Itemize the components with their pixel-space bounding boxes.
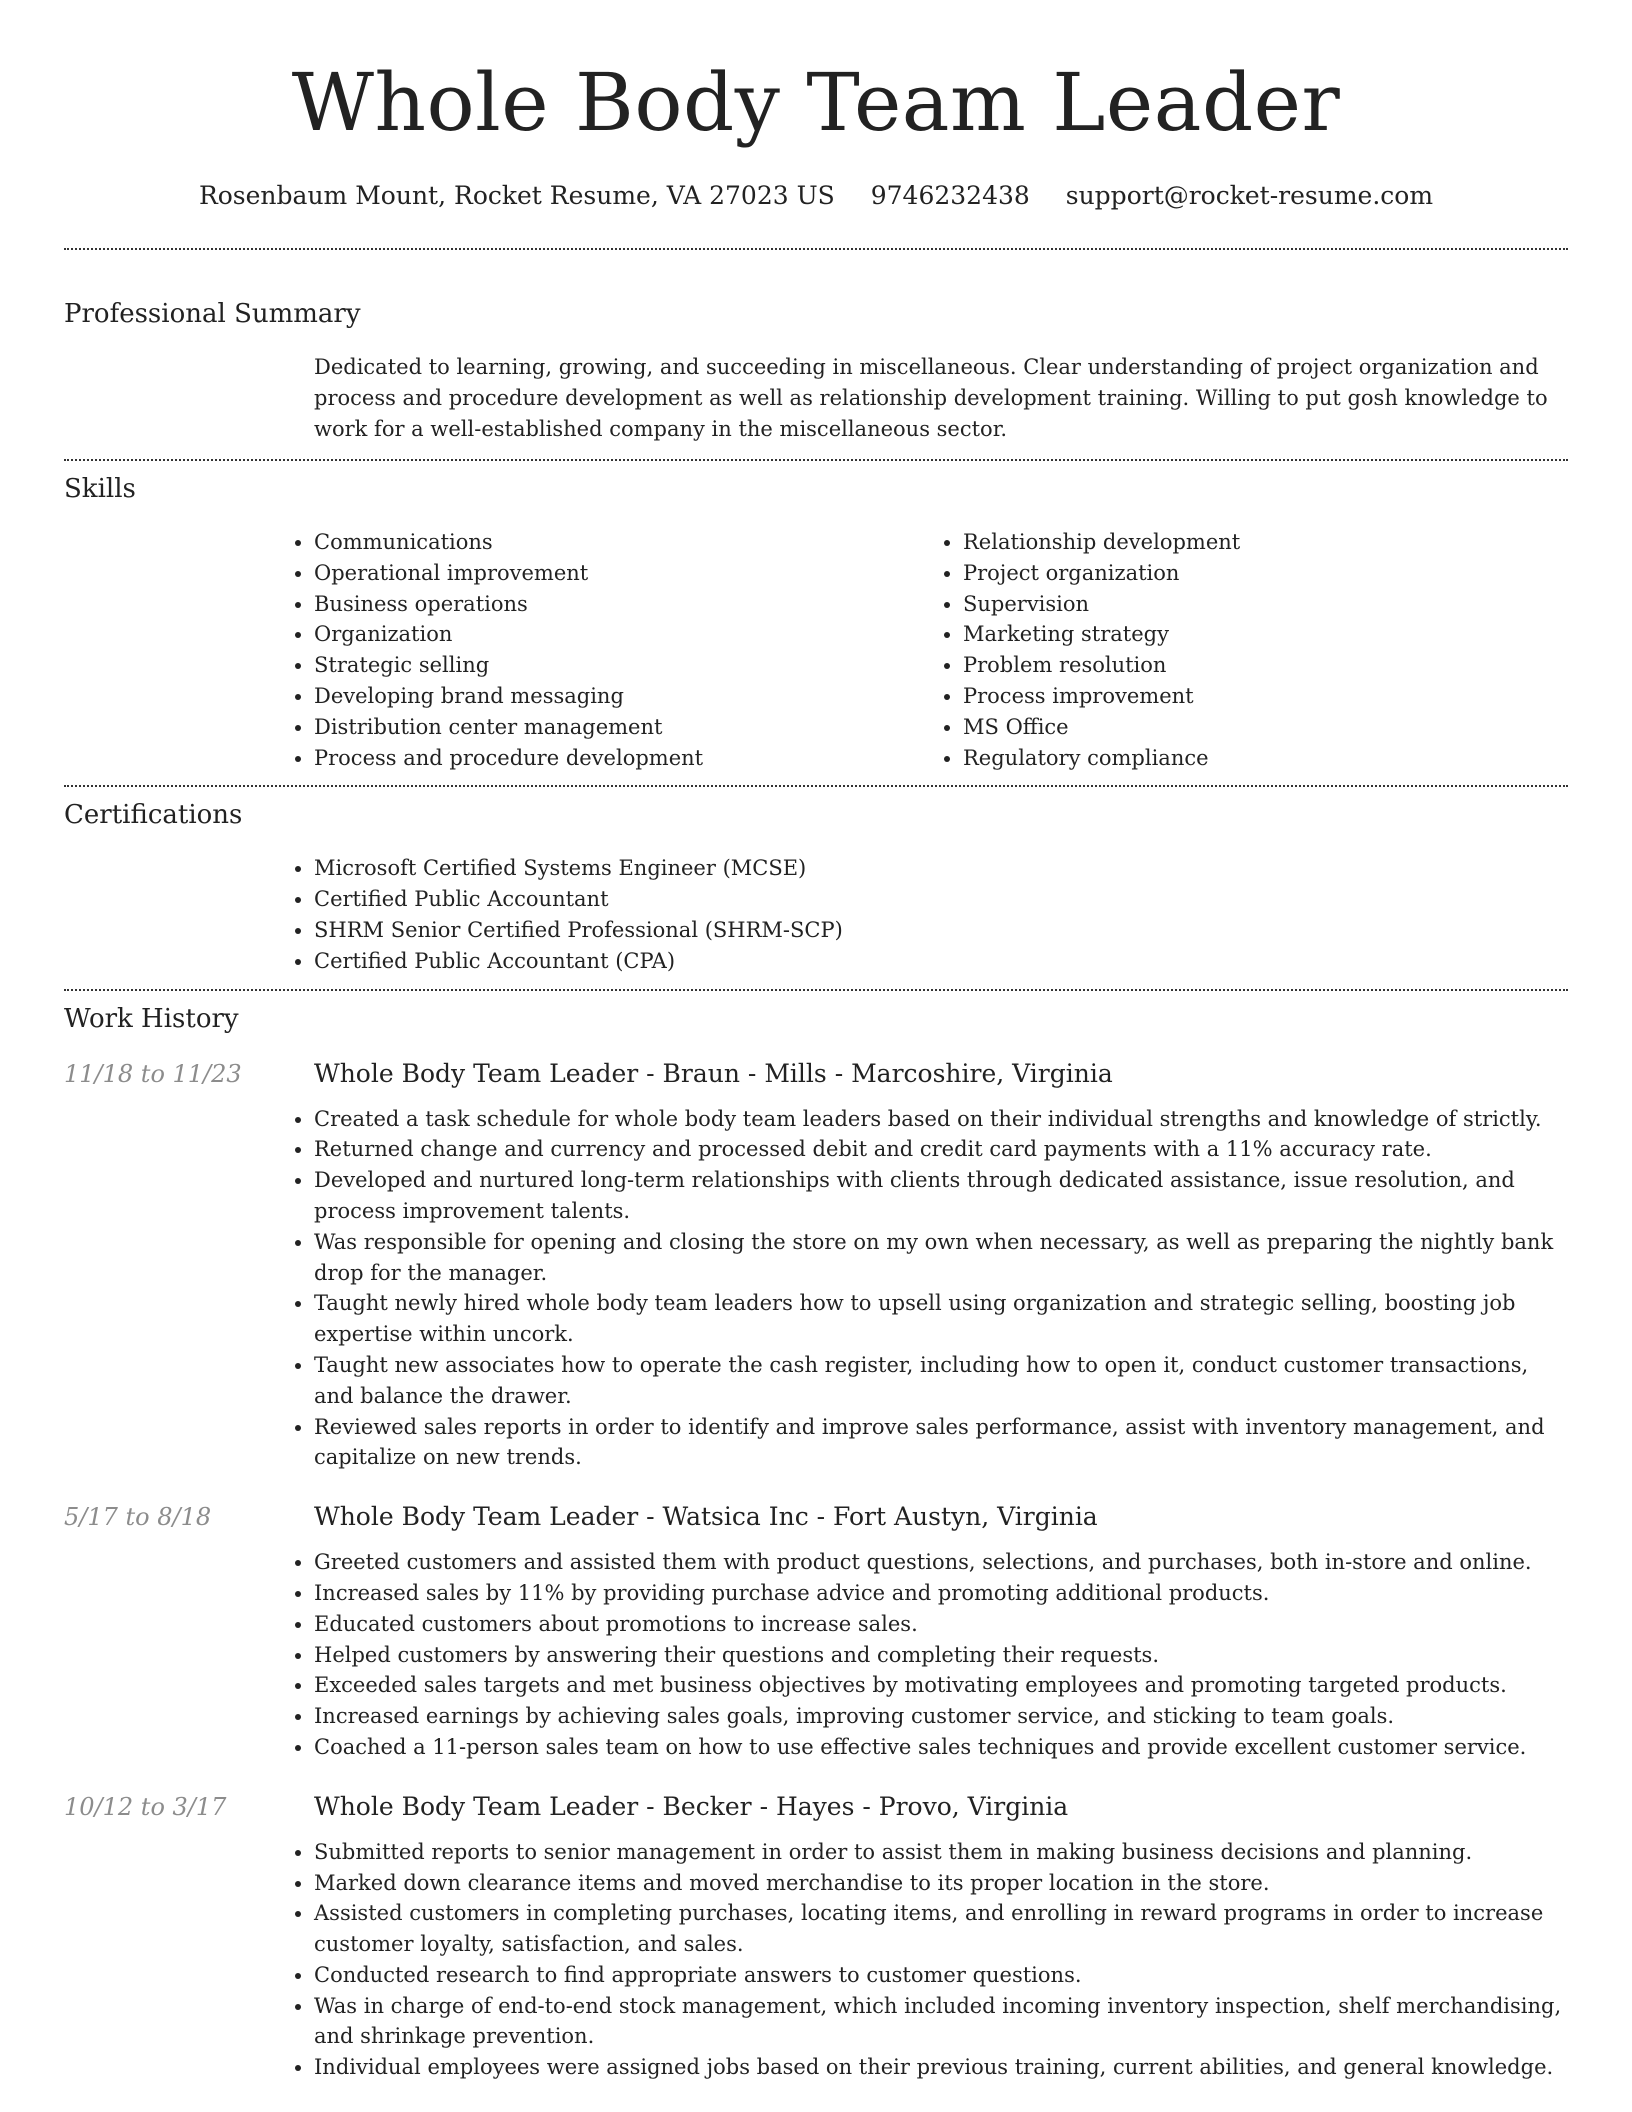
job-header bbox=[64, 1790, 1568, 1824]
job-title: Whole Body Team Leader - Becker - Hayes - Provo, Virginia bbox=[314, 1791, 1069, 1821]
skill-item: • Developing brand messaging bbox=[314, 681, 919, 712]
skills-grid bbox=[270, 527, 1568, 773]
job-bullet: • Educated customers about promotions to increase sales. bbox=[314, 1609, 1568, 1640]
certification-item: • Certified Public Accountant bbox=[314, 884, 1568, 915]
job-bullet: • Increased earnings by achieving sales goals, improving customer service, and sticking to team goals. bbox=[314, 1701, 1568, 1732]
job-bullet: • Coached a 11-person sales team on how to use effective sales techniques and provide excellent customer service. bbox=[314, 1732, 1568, 1763]
skill-item: • Project organization bbox=[963, 558, 1568, 589]
skill-item: • Distribution center management bbox=[314, 712, 919, 743]
skill-item: • Business operations bbox=[314, 589, 919, 620]
skills-right-list bbox=[919, 527, 1568, 773]
job-dates: 5/17 to 8/18 bbox=[64, 1503, 212, 1532]
job-bullet: • Marked down clearance items and moved merchandise to its proper location in the store. bbox=[314, 1868, 1568, 1899]
job-dates: 10/12 to 3/17 bbox=[64, 1792, 227, 1821]
certifications-list bbox=[270, 853, 1568, 976]
job-bullet: • Taught newly hired whole body team leaders how to upsell using organization and strategic selling, boosting job expertise within uncork. bbox=[314, 1288, 1568, 1350]
job-bullet: • Was in charge of end-to-end stock management, which included incoming inventory inspection, shelf merchandising, and shrinkage prevention. bbox=[314, 1991, 1568, 2053]
skill-item: • Communications bbox=[314, 527, 919, 558]
skill-item: • Process and procedure development bbox=[314, 743, 919, 774]
work-section bbox=[64, 991, 1568, 2084]
contact-address: Rosenbaum Mount, Rocket Resume, VA 27023 US bbox=[198, 181, 835, 210]
job-bullet: • Submitted reports to senior management in order to assist them in making business decisions and planning. bbox=[314, 1837, 1568, 1868]
job-bullets bbox=[270, 1837, 1568, 2083]
job-title: Whole Body Team Leader - Watsica Inc - Fort Austyn, Virginia bbox=[314, 1502, 1098, 1532]
skills-left-list bbox=[270, 527, 919, 773]
job-bullet: • Individual employees were assigned jobs based on their previous training, current abilities, and general knowledge. bbox=[314, 2052, 1568, 2083]
certifications-body bbox=[270, 853, 1568, 976]
job-bullet: • Created a task schedule for whole body team leaders based on their individual strengths and knowledge of strictly. bbox=[314, 1104, 1568, 1135]
job-bullet: • Greeted customers and assisted them with product questions, selections, and purchases, both in-store and online. bbox=[314, 1547, 1568, 1578]
skill-item: • MS Office bbox=[963, 712, 1568, 743]
summary-section bbox=[64, 250, 1568, 459]
job-bullets bbox=[270, 1104, 1568, 1474]
work-title: Work History bbox=[64, 1003, 239, 1034]
job-bullets bbox=[270, 1547, 1568, 1763]
job-bullet: • Exceeded sales targets and met business objectives by motivating employees and promoting targeted products. bbox=[314, 1670, 1568, 1701]
certification-item: • SHRM Senior Certified Professional (SHRM-SCP) bbox=[314, 915, 1568, 946]
job-bullet: • Assisted customers in completing purchases, locating items, and enrolling in reward programs in order to increase customer loyalty, satisfaction, and sales. bbox=[314, 1898, 1568, 1960]
certifications-section bbox=[64, 787, 1568, 988]
job-bullet: • Helped customers by answering their questions and completing their requests. bbox=[314, 1640, 1568, 1671]
summary-body bbox=[314, 352, 1568, 445]
skill-item: • Regulatory compliance bbox=[963, 743, 1568, 774]
job-bullet: • Conducted research to find appropriate answers to customer questions. bbox=[314, 1960, 1568, 1991]
skill-item: • Problem resolution bbox=[963, 650, 1568, 681]
summary-title: Professional Summary bbox=[64, 299, 361, 329]
certification-item: • Microsoft Certified Systems Engineer (MCSE) bbox=[314, 853, 1568, 884]
job-header bbox=[64, 1500, 1568, 1534]
resume-name: Whole Body Team Leader bbox=[291, 56, 1341, 149]
contact-email: support@rocket-resume.com bbox=[1065, 181, 1434, 210]
contact-phone: 9746232438 bbox=[870, 181, 1030, 210]
job-header bbox=[64, 1057, 1568, 1091]
skill-item: • Marketing strategy bbox=[963, 619, 1568, 650]
skill-item: • Relationship development bbox=[963, 527, 1568, 558]
job-bullet: • Reviewed sales reports in order to identify and improve sales performance, assist with inventory management, and capitalize on new trends. bbox=[314, 1412, 1568, 1474]
skill-item: • Supervision bbox=[963, 589, 1568, 620]
job-dates: 11/18 to 11/23 bbox=[64, 1059, 242, 1088]
job-title: Whole Body Team Leader - Braun - Mills - Marcoshire, Virginia bbox=[314, 1058, 1113, 1088]
job-bullet: • Was responsible for opening and closing the store on my own when necessary, as well as preparing the nightly bank drop for the manager. bbox=[314, 1227, 1568, 1289]
skills-title: Skills bbox=[64, 474, 136, 504]
job-bullet: • Returned change and currency and processed debit and credit card payments with a 11% accuracy rate. bbox=[314, 1134, 1568, 1165]
skills-section bbox=[64, 461, 1568, 785]
summary-text: Dedicated to learning, growing, and succeeding in miscellaneous. Clear understanding of project organization and process and procedure development as well as relationship development training. Willing to put gosh knowledge to work for a well-established company in the miscellaneous sector. bbox=[314, 355, 1548, 441]
job-entry bbox=[64, 1500, 1568, 1763]
job-bullet: • Developed and nurtured long-term relationships with clients through dedicated assistance, issue resolution, and process improvement talents. bbox=[314, 1165, 1568, 1227]
job-entry bbox=[64, 1057, 1568, 1474]
jobs-list bbox=[64, 1057, 1568, 2084]
skill-item: • Organization bbox=[314, 619, 919, 650]
job-bullet: • Increased sales by 11% by providing purchase advice and promoting additional products. bbox=[314, 1578, 1568, 1609]
contact-line bbox=[64, 178, 1568, 214]
certifications-title: Certifications bbox=[64, 800, 243, 831]
skill-item: • Operational improvement bbox=[314, 558, 919, 589]
job-entry bbox=[64, 1790, 1568, 2083]
certification-item: • Certified Public Accountant (CPA) bbox=[314, 946, 1568, 977]
skill-item: • Process improvement bbox=[963, 681, 1568, 712]
skill-item: • Strategic selling bbox=[314, 650, 919, 681]
job-bullet: • Taught new associates how to operate the cash register, including how to open it, conduct customer transactions, and balance the drawer. bbox=[314, 1350, 1568, 1412]
